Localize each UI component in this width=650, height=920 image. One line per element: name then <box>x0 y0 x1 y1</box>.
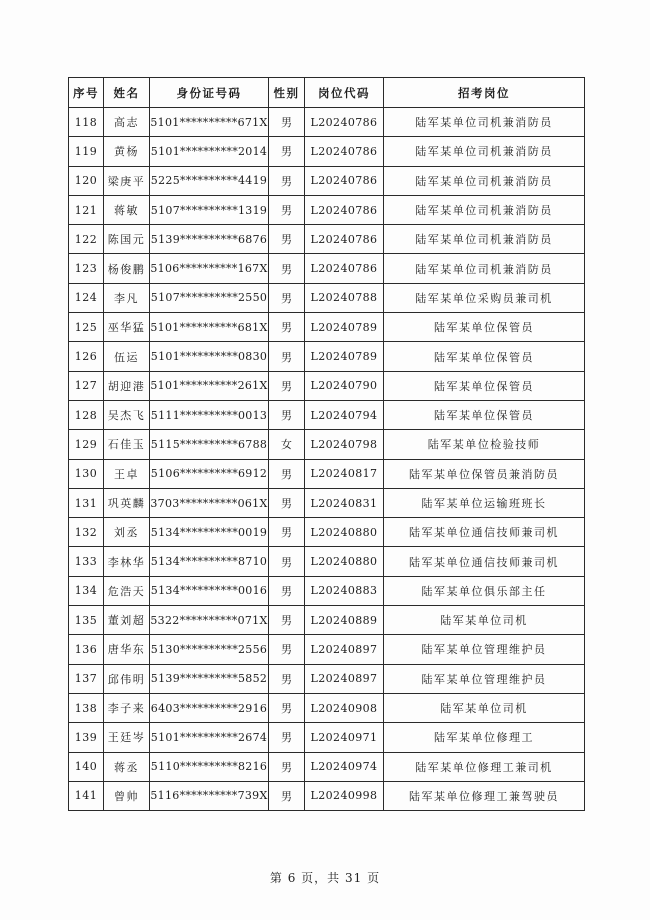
gender-cell: 男 <box>269 283 305 312</box>
title-cell: 陆军某单位运输班班长 <box>384 488 585 517</box>
table-row <box>69 635 585 664</box>
title-cell: 陆军某单位修理工兼司机 <box>384 752 585 781</box>
recruitment-roster-table <box>68 77 585 811</box>
seq-cell: 127 <box>69 371 104 400</box>
seq-cell: 136 <box>69 635 104 664</box>
gender-cell: 男 <box>269 400 305 429</box>
code-cell: L20240786 <box>305 108 384 137</box>
name-cell: 陈国元 <box>104 225 150 254</box>
title-cell: 陆军某单位采购员兼司机 <box>384 283 585 312</box>
code-cell: L20240786 <box>305 225 384 254</box>
seq-cell: 123 <box>69 254 104 283</box>
name-cell: 曾帅 <box>104 781 150 810</box>
name-cell: 唐华东 <box>104 635 150 664</box>
name-cell: 伍运 <box>104 342 150 371</box>
id-cell: 5139**********6876 <box>150 225 269 254</box>
id-cell: 5107**********1319 <box>150 195 269 224</box>
name-cell: 刘丞 <box>104 518 150 547</box>
gender-cell: 男 <box>269 781 305 810</box>
title-cell: 陆军某单位司机 <box>384 606 585 635</box>
id-cell: 5110**********8216 <box>150 752 269 781</box>
gender-cell: 男 <box>269 225 305 254</box>
table-row <box>69 459 585 488</box>
table-row <box>69 664 585 693</box>
seq-cell: 138 <box>69 693 104 722</box>
seq-cell: 121 <box>69 195 104 224</box>
id-cell: 5134**********0016 <box>150 576 269 605</box>
id-cell: 5101**********261X <box>150 371 269 400</box>
table-row <box>69 166 585 195</box>
id-cell: 5107**********2550 <box>150 283 269 312</box>
table-row <box>69 723 585 752</box>
id-cell: 5225**********4419 <box>150 166 269 195</box>
gender-cell: 男 <box>269 606 305 635</box>
table-row <box>69 342 585 371</box>
code-cell: L20240883 <box>305 576 384 605</box>
id-cell: 5106**********167X <box>150 254 269 283</box>
gender-cell: 男 <box>269 342 305 371</box>
table-row <box>69 488 585 517</box>
title-cell: 陆军某单位司机兼消防员 <box>384 166 585 195</box>
id-cell: 3703**********061X <box>150 488 269 517</box>
gender-cell: 男 <box>269 254 305 283</box>
gender-cell: 男 <box>269 371 305 400</box>
title-cell: 陆军某单位管理维护员 <box>384 635 585 664</box>
seq-cell: 137 <box>69 664 104 693</box>
gender-cell: 男 <box>269 195 305 224</box>
table-row <box>69 371 585 400</box>
gender-cell: 男 <box>269 313 305 342</box>
name-cell: 梁庚平 <box>104 166 150 195</box>
gender-cell: 男 <box>269 459 305 488</box>
code-cell: L20240889 <box>305 606 384 635</box>
name-cell: 李林华 <box>104 547 150 576</box>
seq-cell: 118 <box>69 108 104 137</box>
table-row <box>69 108 585 137</box>
gender-cell: 男 <box>269 635 305 664</box>
gender-cell: 男 <box>269 137 305 166</box>
seq-cell: 120 <box>69 166 104 195</box>
gender-cell: 男 <box>269 518 305 547</box>
code-cell: L20240817 <box>305 459 384 488</box>
seq-cell: 135 <box>69 606 104 635</box>
table-row <box>69 430 585 459</box>
code-cell: L20240897 <box>305 664 384 693</box>
code-cell: L20240786 <box>305 195 384 224</box>
name-cell: 李子来 <box>104 693 150 722</box>
title-cell: 陆军某单位司机兼消防员 <box>384 195 585 224</box>
id-cell: 5134**********8710 <box>150 547 269 576</box>
title-cell: 陆军某单位司机兼消防员 <box>384 108 585 137</box>
title-cell: 陆军某单位管理维护员 <box>384 664 585 693</box>
name-cell: 蒋丞 <box>104 752 150 781</box>
name-cell: 巫华猛 <box>104 313 150 342</box>
gender-cell: 男 <box>269 547 305 576</box>
seq-cell: 122 <box>69 225 104 254</box>
title-cell: 陆军某单位司机兼消防员 <box>384 225 585 254</box>
title-cell: 陆军某单位司机 <box>384 693 585 722</box>
seq-cell: 126 <box>69 342 104 371</box>
title-cell: 陆军某单位通信技师兼司机 <box>384 547 585 576</box>
table-row <box>69 225 585 254</box>
code-cell: L20240794 <box>305 400 384 429</box>
code-cell: L20240789 <box>305 313 384 342</box>
seq-cell: 134 <box>69 576 104 605</box>
column-header-title: 招考岗位 <box>384 78 585 108</box>
table-row <box>69 781 585 810</box>
name-cell: 王廷岑 <box>104 723 150 752</box>
table-row <box>69 752 585 781</box>
name-cell: 杨俊鹏 <box>104 254 150 283</box>
title-cell: 陆军某单位修理工 <box>384 723 585 752</box>
code-cell: L20240831 <box>305 488 384 517</box>
code-cell: L20240786 <box>305 166 384 195</box>
table-row <box>69 400 585 429</box>
title-cell: 陆军某单位司机兼消防员 <box>384 137 585 166</box>
seq-cell: 133 <box>69 547 104 576</box>
code-cell: L20240798 <box>305 430 384 459</box>
name-cell: 黄杨 <box>104 137 150 166</box>
name-cell: 胡迎港 <box>104 371 150 400</box>
seq-cell: 128 <box>69 400 104 429</box>
id-cell: 5134**********0019 <box>150 518 269 547</box>
table-row <box>69 313 585 342</box>
name-cell: 李凡 <box>104 283 150 312</box>
name-cell: 吴杰飞 <box>104 400 150 429</box>
title-cell: 陆军某单位保管员兼消防员 <box>384 459 585 488</box>
gender-cell: 男 <box>269 664 305 693</box>
name-cell: 石佳玉 <box>104 430 150 459</box>
seq-cell: 132 <box>69 518 104 547</box>
title-cell: 陆军某单位俱乐部主任 <box>384 576 585 605</box>
gender-cell: 男 <box>269 488 305 517</box>
gender-cell: 男 <box>269 693 305 722</box>
id-cell: 5139**********5852 <box>150 664 269 693</box>
code-cell: L20240971 <box>305 723 384 752</box>
column-header-seq: 序号 <box>69 78 104 108</box>
code-cell: L20240998 <box>305 781 384 810</box>
gender-cell: 女 <box>269 430 305 459</box>
seq-cell: 131 <box>69 488 104 517</box>
table-row <box>69 195 585 224</box>
gender-cell: 男 <box>269 752 305 781</box>
code-cell: L20240786 <box>305 137 384 166</box>
code-cell: L20240789 <box>305 342 384 371</box>
id-cell: 5116**********739X <box>150 781 269 810</box>
id-cell: 5130**********2556 <box>150 635 269 664</box>
gender-cell: 男 <box>269 576 305 605</box>
seq-cell: 141 <box>69 781 104 810</box>
seq-cell: 124 <box>69 283 104 312</box>
table-body <box>69 108 585 811</box>
gender-cell: 男 <box>269 723 305 752</box>
name-cell: 巩英麟 <box>104 488 150 517</box>
title-cell: 陆军某单位保管员 <box>384 342 585 371</box>
id-cell: 5101**********2014 <box>150 137 269 166</box>
title-cell: 陆军某单位修理工兼驾驶员 <box>384 781 585 810</box>
title-cell: 陆军某单位通信技师兼司机 <box>384 518 585 547</box>
title-cell: 陆军某单位司机兼消防员 <box>384 254 585 283</box>
seq-cell: 119 <box>69 137 104 166</box>
code-cell: L20240897 <box>305 635 384 664</box>
id-cell: 5101**********671X <box>150 108 269 137</box>
id-cell: 5101**********681X <box>150 313 269 342</box>
table-row <box>69 547 585 576</box>
column-header-code: 岗位代码 <box>305 78 384 108</box>
title-cell: 陆军某单位保管员 <box>384 313 585 342</box>
name-cell: 董刘超 <box>104 606 150 635</box>
table-row <box>69 283 585 312</box>
seq-cell: 140 <box>69 752 104 781</box>
id-cell: 5115**********6788 <box>150 430 269 459</box>
name-cell: 高志 <box>104 108 150 137</box>
title-cell: 陆军某单位保管员 <box>384 400 585 429</box>
column-header-name: 姓名 <box>104 78 150 108</box>
id-cell: 5111**********0013 <box>150 400 269 429</box>
title-cell: 陆军某单位保管员 <box>384 371 585 400</box>
code-cell: L20240880 <box>305 547 384 576</box>
id-cell: 5101**********2674 <box>150 723 269 752</box>
code-cell: L20240908 <box>305 693 384 722</box>
code-cell: L20240786 <box>305 254 384 283</box>
seq-cell: 130 <box>69 459 104 488</box>
title-cell: 陆军某单位检验技师 <box>384 430 585 459</box>
code-cell: L20240974 <box>305 752 384 781</box>
table-row <box>69 606 585 635</box>
name-cell: 蒋敏 <box>104 195 150 224</box>
gender-cell: 男 <box>269 166 305 195</box>
code-cell: L20240788 <box>305 283 384 312</box>
table-row <box>69 518 585 547</box>
column-header-gender: 性别 <box>269 78 305 108</box>
name-cell: 王卓 <box>104 459 150 488</box>
id-cell: 5106**********6912 <box>150 459 269 488</box>
name-cell: 危浩天 <box>104 576 150 605</box>
table-row <box>69 576 585 605</box>
table-row <box>69 137 585 166</box>
gender-cell: 男 <box>269 108 305 137</box>
seq-cell: 139 <box>69 723 104 752</box>
id-cell: 5101**********0830 <box>150 342 269 371</box>
table-row <box>69 254 585 283</box>
table-row <box>69 693 585 722</box>
id-cell: 6403**********2916 <box>150 693 269 722</box>
seq-cell: 125 <box>69 313 104 342</box>
id-cell: 5322**********071X <box>150 606 269 635</box>
header-row <box>69 78 585 108</box>
column-header-id: 身份证号码 <box>150 78 269 108</box>
name-cell: 邱伟明 <box>104 664 150 693</box>
code-cell: L20240790 <box>305 371 384 400</box>
seq-cell: 129 <box>69 430 104 459</box>
page-number-footer: 第 6 页，共 31 页 <box>269 871 381 885</box>
code-cell: L20240880 <box>305 518 384 547</box>
